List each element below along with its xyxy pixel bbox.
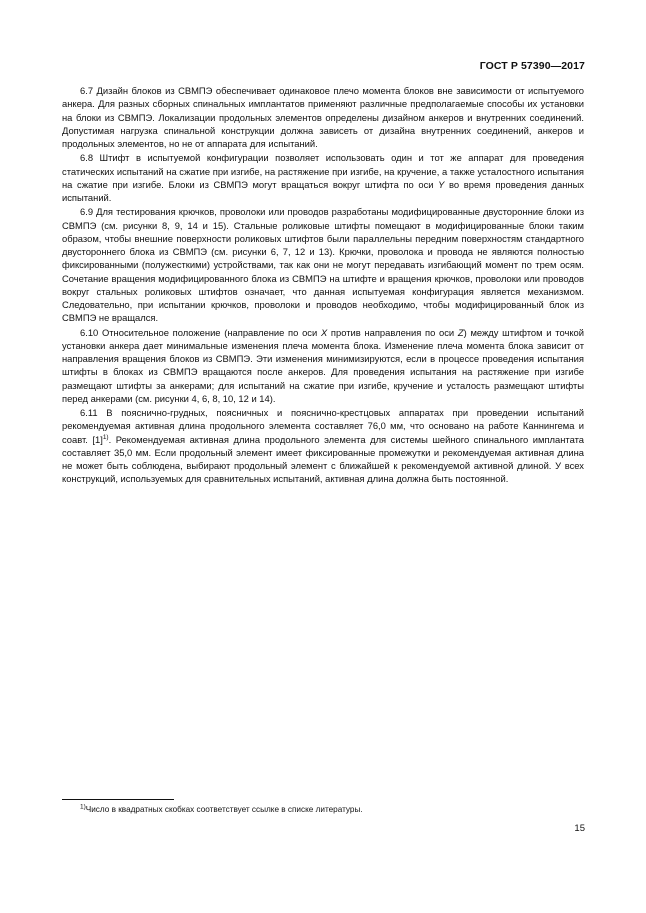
footnote-reference[interactable]: 1)	[102, 433, 109, 441]
paragraph-6-8	[62, 151, 584, 204]
page-number: 15	[574, 823, 585, 834]
paragraph-6-10-text-b: против направления по оси	[327, 326, 458, 338]
paragraph-6-8-text-b: во время проведения данных испытаний.	[62, 178, 584, 203]
footnote-marker: 1)	[80, 803, 86, 811]
footnote	[80, 804, 580, 815]
axis-y-label: Y	[438, 178, 445, 190]
paragraph-6-10-text-c: ) между штифтом и точкой установки анкера дает минимальные изменения плеча момента блока. Изменение плеча момента блока зависит от направления вращения блоков из СВМПЭ. Эти изменения минимизируются, если в процессе проведения испытания штифты в блоках из СВМПЭ вращаются после анкеров. Для проведения испытания на растяжение при изгибе размещают штифты за анкерами; для испытаний на сжатие при изгибе, кручение и усталость размещают штифты перед анкерами (см. рисунки 4, 6, 8, 10, 12 и 14).	[62, 326, 584, 404]
axis-x-label: X	[320, 326, 328, 338]
paragraph-6-10	[62, 326, 584, 406]
paragraph-6-11-text-a: 6.11 В пояснично-грудных, поясничных и пояснично-крестцовых аппаратах при проведении испытаний рекомендуемая активная длина продольного элемента составляет 76,0 мм, что основано на работе Каннингема и соавт. [1]	[62, 407, 584, 445]
paragraph-6-9: 6.9 Для тестирования крючков, проволоки или проводов разработаны модифицированные двусторонние блоки из СВМПЭ (см. рисунки 8, 9, 14 и 15). Стальные роликовые штифты помещают в модифицированные блоки таким образом, чтобы внешние поверхности роликовых штифтов были параллельны передним поверхностям стандартного двустороннего блока из СВМПЭ (см. рисунки 6, 7, 12 и 13). Крючки, проволока и провода не являются полностью фиксированными (полужесткими) устройствами, так как они не могут передавать изгибающий момент по трем осям. Сочетание вращения модифицированного блока из СВМПЭ на штифте и вращения крючков, проволоки или проводов вокруг стальных роликовых штифтов означает, что данная испытуемая конфигурация является механизмом. Следовательно, при испытании крючков, проволоки и проводов необходимо, чтобы модифицированный блок из СВМПЭ не вращался.	[62, 206, 584, 324]
paragraph-6-10-text-a: 6.10 Относительное положение (направление по оси	[80, 326, 321, 338]
paragraph-6-11-text-b: . Рекомендуемая активная длина продольного элемента для системы шейного спинального имплантата составляет 35,0 мм. Если продольный элемент имеет фиксированные промежутки и рекомендуемая активная длина не может быть соблюдена, выбирают продольный элемент с ближайшей к рекомендуемой активной длиной. У всех конструкций, используемых для сравнительных испытаний, активная длина должна быть постоянной.	[62, 433, 584, 485]
document-body	[62, 84, 584, 487]
footnote-text: Число в квадратных скобках соответствует ссылке в списке литературы.	[85, 805, 363, 814]
document-header-standard-number: ГОСТ Р 57390—2017	[479, 60, 585, 72]
paragraph-6-8-text-a: 6.8 Штифт в испытуемой конфигурации позволяет использовать один и тот же аппарат для проведения статических испытаний на сжатие при изгибе, на растяжение при изгибе, на кручение, а также усталостного испытания на сжатие при изгибе. Блоки из СВМПЭ могут вращаться вокруг штифта по оси	[62, 152, 584, 190]
footnote-separator	[62, 799, 174, 800]
paragraph-6-7: 6.7 Дизайн блоков из СВМПЭ обеспечивает одинаковое плечо момента блоков вне зависимости от испытуемого анкера. Для разных сборных спинальных имплантатов применяют различные предполагаемые способы их установки на блоки из СВМПЭ. Локализации продольных элементов определены дизайном анкеров и внутренних соединений. Допустимая нагрузка спинальной конструкции должна зависеть от дизайна внутренних соединений, анкеров и продольных элементов, но не от аппарата для испытаний.	[62, 85, 584, 149]
axis-z-label: Z	[457, 326, 464, 338]
paragraph-6-11	[62, 406, 584, 486]
